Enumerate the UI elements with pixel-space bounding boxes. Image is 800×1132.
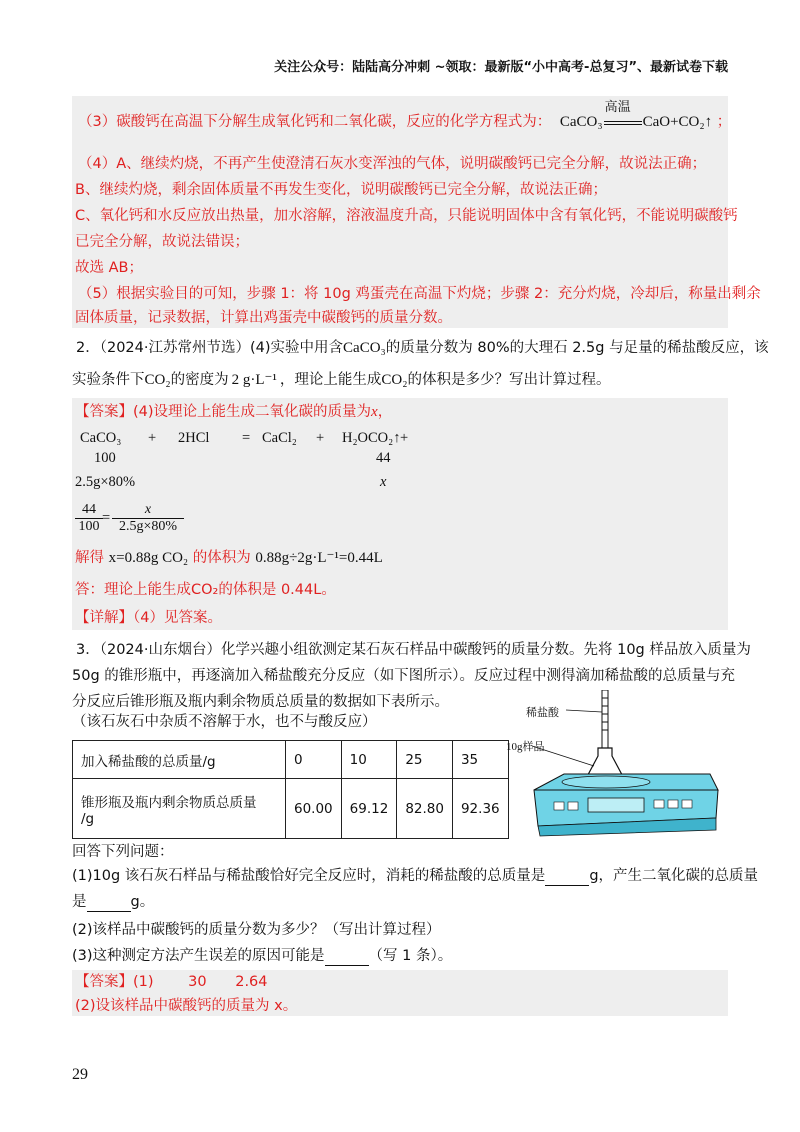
question-3-line-4: （该石灰石中杂质不溶解于水，也不与酸反应）	[72, 714, 377, 730]
question-3-line-2: 50g 的锥形瓶中，再逐滴加入稀盐酸充分反应（如下图所示）。反应过程中测得滴加稀盐酸的总质量与充	[72, 668, 736, 684]
answer-line-4d: 故选 AB；	[75, 260, 143, 276]
answer-line-5a: （5）根据实验目的可知，步骤 1：将 10g 鸡蛋壳在高温下灼烧；步骤 2：充分灼烧，冷却后，称量出剩余	[78, 286, 761, 302]
eq-plus-3: +	[400, 430, 409, 446]
page-header: 关注公众号：陆陆高分冲刺 ~领取：最新版“小中高考-总复习”、最新试卷下载	[274, 60, 728, 75]
answer-line-4b: B、继续灼烧，剩余固体质量不再发生变化，说明碳酸钙已完全分解，故说法正确；	[75, 182, 607, 198]
answer-line-4c1: C、氧化钙和水反应放出热量，加水溶解，溶液温度升高，只能说明固体中含有氧化钙，不能说明碳酸钙	[75, 208, 738, 224]
table-row	[73, 741, 509, 779]
question-3-sub-1: (1)10g 该石灰石样品与稀盐酸恰好完全反应时，消耗的稀盐酸的总质量是 g，产生二氧化碳的总质量	[72, 868, 759, 884]
eq-mass-known: 2.5g×80%	[75, 474, 136, 490]
table-cell: 10	[341, 741, 397, 779]
question-2-line-1: 2．（2024·江苏常州节选）(4)实验中用含CaCO₃的质量分数为 80%的大理石 2.5g 与足量的稀盐酸反应，该	[76, 340, 769, 356]
answer-prompt: 回答下列问题：	[72, 844, 174, 860]
answer-3-line-2: (2)设该样品中碳酸钙的质量为 x。	[75, 998, 298, 1014]
equation-inline: CaCO₃ 高温 CaO+CO₂↑	[559, 99, 713, 130]
question-3-sub-3: (3)这种测定方法产生误差的原因可能是 （写 1 条）。	[72, 948, 453, 964]
question-3-sub-1-cont: 是 g。	[72, 894, 155, 910]
fraction-equals: =	[102, 510, 111, 526]
answer-blank[interactable]	[87, 897, 131, 912]
eq-co2: CO₂↑	[368, 430, 401, 446]
answer-box-1	[72, 96, 761, 328]
question-3-line-3: 分反应后锥形瓶及瓶内剩余物质总质量的数据如下表所示。	[72, 694, 449, 710]
table-cell: 25	[397, 741, 453, 779]
table-cell: 69.12	[341, 779, 397, 839]
eq-cacl2: CaCl₂	[262, 430, 297, 446]
table-cell: 60.00	[286, 779, 342, 839]
answer-2-solve: 解得 x=0.88g CO₂ 的体积为 0.88g÷2g·L⁻¹=0.44L	[75, 550, 383, 566]
data-table	[72, 740, 509, 839]
table-row	[73, 779, 509, 839]
eq-plus-2: +	[316, 430, 325, 446]
page-number: 29	[72, 1066, 88, 1083]
table-cell-label: 锥形瓶及瓶内剩余物质总质量 /g	[73, 779, 286, 839]
eq-h2o: H₂O	[342, 430, 368, 446]
eq-hcl: 2HCl	[178, 430, 210, 446]
table-cell-label: 加入稀盐酸的总质量/g	[73, 741, 286, 779]
answer-line-3: （3）碳酸钙在高温下分解生成氧化钙和二氧化碳，反应的化学方程式为： CaCO₃ 高温 CaO+CO₂↑ ；	[78, 99, 732, 130]
eq-plus-1: +	[148, 430, 157, 446]
eq-caco3: CaCO₃	[80, 430, 122, 446]
question-2-line-2: 实验条件下CO₂的密度为 2 g·L⁻¹ ，理论上能生成CO₂的体积是多少？写出计算过程。	[72, 372, 611, 388]
table-cell: 35	[452, 741, 508, 779]
eq-ratio-44: 44	[376, 450, 391, 466]
eq-mass-x: x	[380, 474, 387, 490]
answer-2-detail: 【详解】（4）见答案。	[75, 610, 222, 626]
answer-3-line-1: 【答案】(1) 30 2.64	[75, 974, 268, 990]
table-cell: 82.80	[397, 779, 453, 839]
answer-box-3	[72, 970, 728, 1016]
answer-2-line-1: 【答案】(4)设理论上能生成二氧化碳的质量为x，	[75, 404, 393, 420]
fraction-left: $\frac{44}{100}$	[75, 502, 103, 535]
eq-ratio-100: 100	[94, 450, 116, 466]
answer-line-5b: 固体质量，记录数据，计算出鸡蛋壳中碳酸钙的质量分数。	[75, 310, 452, 326]
answer-line-4a: （4）A、继续灼烧，不再产生使澄清石灰水变浑浊的气体，说明碳酸钙已完全分解，故说法正确；	[78, 156, 707, 172]
question-3-sub-2: (2)该样品中碳酸钙的质量分数为多少？（写出计算过程）	[72, 922, 441, 938]
figure-label-acid: 稀盐酸	[526, 707, 559, 719]
fraction-right: $\frac{x}{2.5g\times 80\%}$	[112, 502, 184, 535]
answer-line-4c2: 已完全分解，故说法错误；	[75, 234, 249, 250]
table-cell: 92.36	[452, 779, 508, 839]
eq-equals: =	[242, 430, 251, 446]
figure-label-sample: 10g样品	[506, 741, 545, 753]
answer-blank[interactable]	[325, 951, 369, 966]
answer-2-conclusion: 答：理论上能生成CO₂的体积是 0.44L。	[75, 582, 336, 598]
table-cell: 0	[286, 741, 342, 779]
experiment-figure	[506, 690, 724, 840]
answer-box-2	[72, 398, 728, 630]
answer-blank[interactable]	[545, 871, 589, 886]
question-3-line-1: 3．（2024·山东烟台）化学兴趣小组欲测定某石灰石样品中碳酸钙的质量分数。先将 10g 样品放入质量为	[76, 642, 751, 658]
